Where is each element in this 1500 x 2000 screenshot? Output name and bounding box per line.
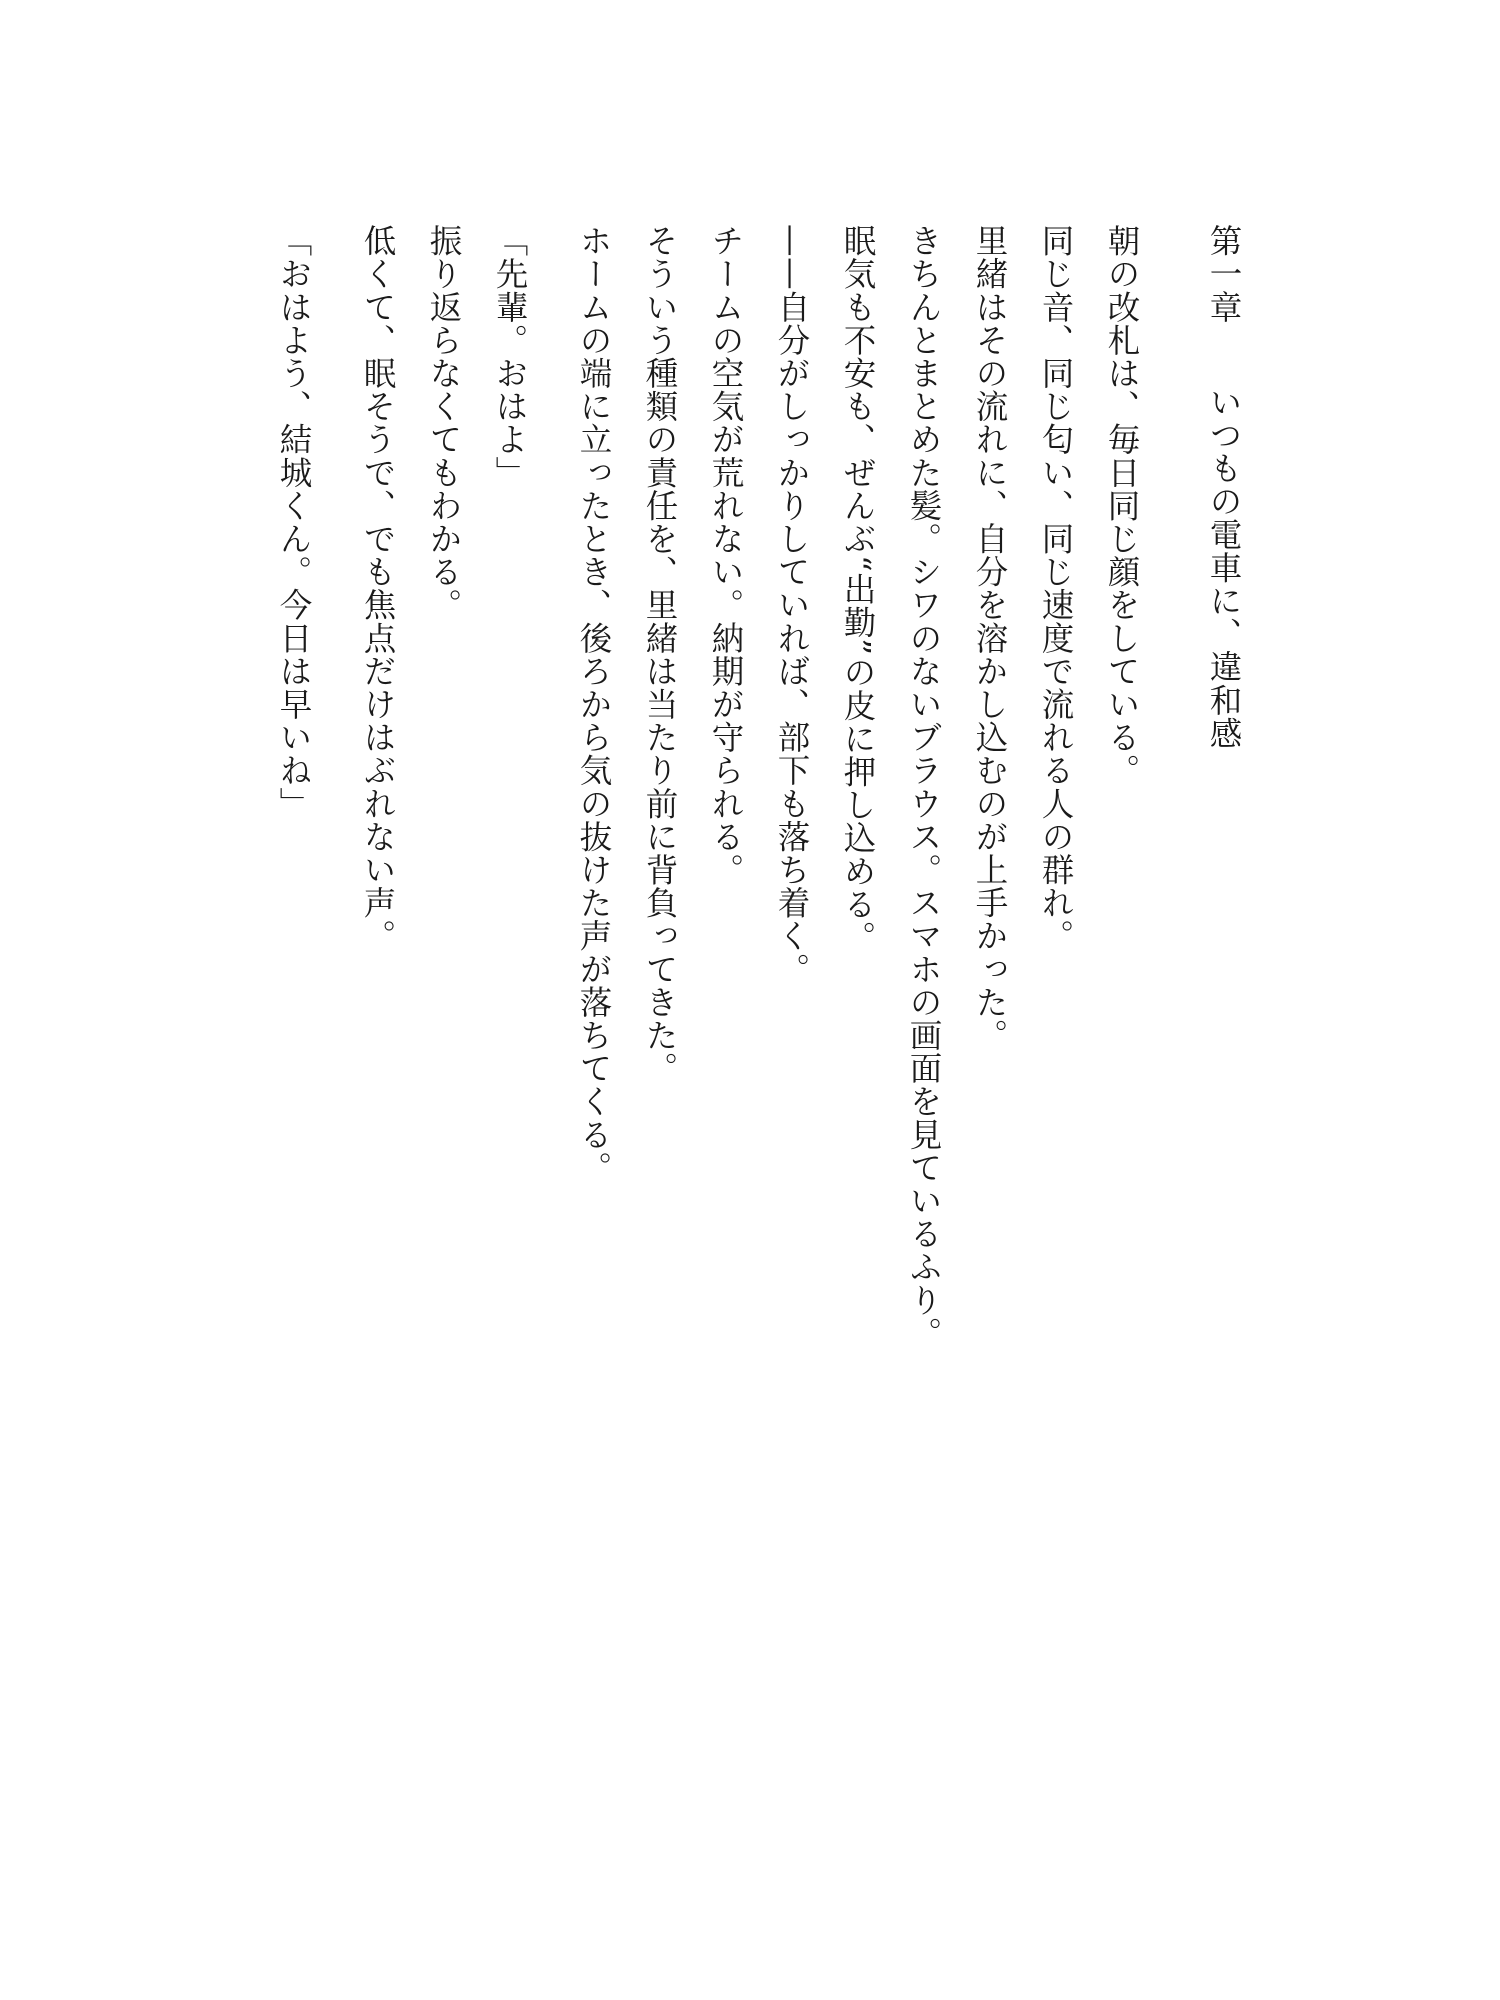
paragraph-8: そういう種類の責任を、里緒は当たり前に背負ってきた。 <box>641 224 679 1085</box>
paragraph-7: チームの空気が荒れない。納期が守られる。 <box>707 224 745 886</box>
paragraph-3: 里緒はその流れに、自分を溶かし込むのが上手かった。 <box>971 224 1009 1052</box>
chapter-heading <box>1206 224 1242 1924</box>
chapter-number: 第一章 <box>1205 224 1243 324</box>
paragraph-4: きちんとまとめた髪。シワのないブラウス。スマホの画面を見ているふり。 <box>905 224 943 1350</box>
paragraph-1: 朝の改札は、毎日同じ顔をしている。 <box>1103 224 1141 787</box>
dialogue-1: 「先輩。おはよ」 <box>491 224 529 489</box>
paragraph-2: 同じ音、同じ匂い、同じ速度で流れる人の群れ。 <box>1037 224 1075 953</box>
dialogue-2: 「おはよう、結城くん。今日は早いね」 <box>275 224 313 820</box>
paragraph-5: 眠気も不安も、ぜんぶ“出勤”の皮に押し込める。 <box>839 224 877 954</box>
paragraph-11: 低くて、眠そうで、でも焦点だけはぶれない声。 <box>359 224 397 953</box>
paragraph-6: ——自分がしっかりしていれば、部下も落ち着く。 <box>773 224 811 986</box>
paragraph-10: 振り返らなくてもわかる。 <box>425 224 463 622</box>
paragraph-9: ホームの端に立ったとき、後ろから気の抜けた声が落ちてくる。 <box>575 224 613 1184</box>
chapter-title: いつもの電車に、違和感 <box>1205 385 1243 750</box>
